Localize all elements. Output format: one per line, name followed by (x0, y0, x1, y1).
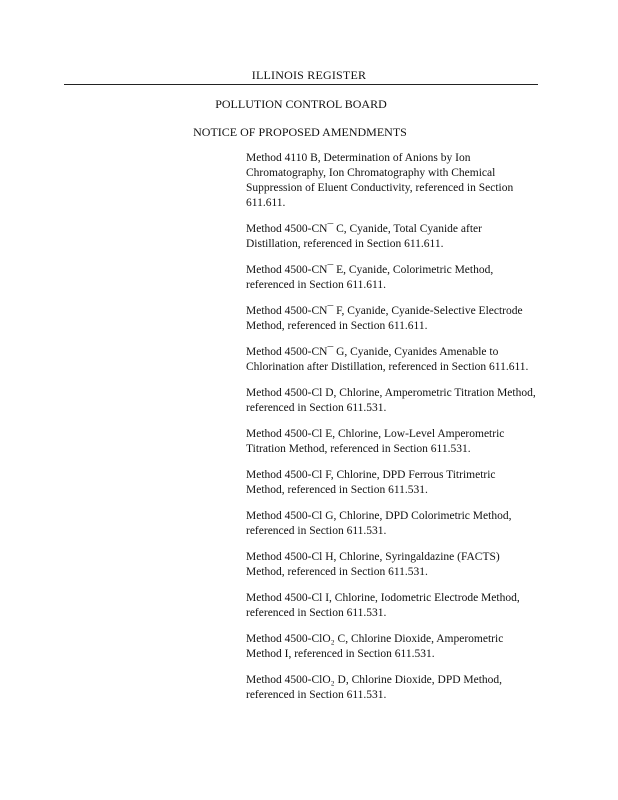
method-entry: Method 4500-CN¯ C, Cyanide, Total Cyanide after Distillation, referenced in Section 611.611. (246, 223, 482, 250)
method-entry: Method 4500-ClO₂ C, Chlorine Dioxide, Amperometric Method I, referenced in Section 611.531. (246, 633, 504, 660)
method-entry: Method 4500-Cl E, Chlorine, Low-Level Amperometric Titration Method, referenced in Section 611.531. (246, 428, 505, 455)
header-rule (64, 84, 538, 85)
method-entry: Method 4500-Cl I, Chlorine, Iodometric Electrode Method, referenced in Section 611.531. (246, 592, 520, 619)
method-entry: Method 4500-Cl G, Chlorine, DPD Colorimetric Method, referenced in Section 611.531. (246, 510, 512, 537)
method-entry: Method 4500-CN¯ F, Cyanide, Cyanide-Selective Electrode Method, referenced in Section 611.611. (246, 305, 523, 332)
method-entry: Method 4500-ClO₂ D, Chlorine Dioxide, DPD Method, referenced in Section 611.531. (246, 674, 503, 701)
method-entry: Method 4500-Cl H, Chlorine, Syringaldazine (FACTS) Method, referenced in Section 611.531. (246, 551, 500, 578)
method-list (246, 151, 536, 714)
register-title: ILLINOIS REGISTER (251, 68, 367, 82)
method-entry: Method 4110 B, Determination of Anions by Ion Chromatography, Ion Chromatography with Chemical Suppression of Eluent Conductivity, referenced in Section 611.611. (246, 152, 514, 209)
method-entry: Method 4500-Cl F, Chlorine, DPD Ferrous Titrimetric Method, referenced in Section 611.531. (246, 469, 496, 496)
notice-title: NOTICE OF PROPOSED AMENDMENTS (193, 125, 407, 139)
method-entry: Method 4500-CN¯ G, Cyanide, Cyanides Amenable to Chlorination after Distillation, referenced in Section 611.611. (246, 346, 529, 373)
method-entry: Method 4500-Cl D, Chlorine, Amperometric Titration Method, referenced in Section 611.531. (246, 387, 536, 414)
method-entry: Method 4500-CN¯ E, Cyanide, Colorimetric Method, referenced in Section 611.611. (246, 264, 494, 291)
board-title: POLLUTION CONTROL BOARD (215, 97, 387, 111)
